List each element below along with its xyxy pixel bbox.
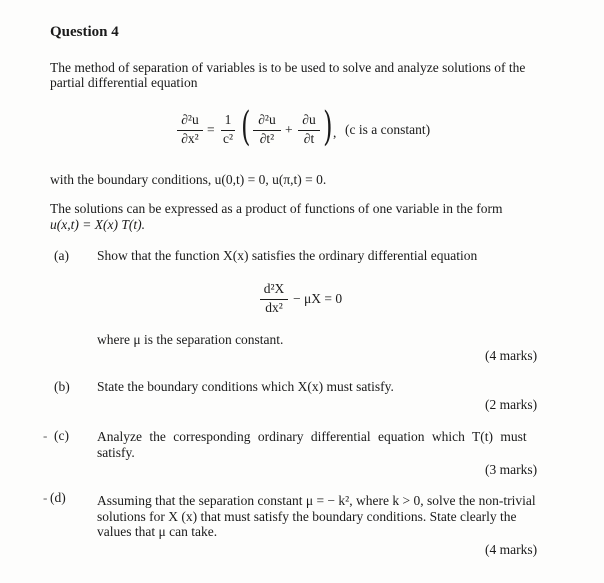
pde-open-paren: ( (241, 104, 251, 150)
ode-numerator: d²X (263, 281, 285, 296)
pde-term1-numerator: ∂²u (258, 112, 276, 127)
part-c-line-1: Analyze the corresponding ordinary differential equation which T(t) must (97, 429, 527, 444)
part-a-where: where μ is the separation constant. (97, 332, 284, 347)
boundary-conditions: with the boundary conditions, u(0,t) = 0, u(π,t) = 0. (50, 172, 327, 187)
part-d-line-3: values that μ can take. (97, 524, 218, 539)
part-b-marks: (2 marks) (485, 397, 538, 412)
pde-lhs-denominator: ∂x² (181, 131, 199, 146)
part-d-line-2: solutions for X (x) that must satisfy the boundary conditions. State clearly the (97, 509, 517, 524)
pde-term2-denominator: ∂t (303, 131, 315, 146)
solution-form-line-1: The solutions can be expressed as a product of functions of one variable in the form (50, 201, 503, 216)
pde-equals: = (207, 122, 215, 137)
part-d-pen-mark: - (43, 490, 48, 505)
pde-constant-note: (c is a constant) (345, 122, 431, 137)
part-c-line-2: satisfy. (97, 445, 135, 460)
part-a-marks: (4 marks) (485, 348, 538, 363)
part-a-label: (a) (54, 248, 69, 263)
part-d-line-1: Assuming that the separation constant μ = − k², where k > 0, solve the non-trivial (97, 493, 536, 508)
intro-line-1: The method of separation of variables is to be used to solve and analyze solutions of the (50, 60, 526, 75)
pde-coef-numerator: 1 (224, 112, 232, 127)
solution-form-line-2: u(x,t) = X(x) T(t). (50, 217, 145, 232)
part-c-label: (c) (54, 428, 69, 443)
part-c-pen-mark: - (43, 428, 48, 443)
part-d-label: (d) (50, 490, 66, 505)
part-b-label: (b) (54, 379, 70, 394)
part-b-text: State the boundary conditions which X(x) must satisfy. (97, 379, 394, 394)
pde-lhs-numerator: ∂²u (181, 112, 199, 127)
pde-term2-numerator: ∂u (302, 112, 316, 127)
part-a-text: Show that the function X(x) satisfies the ordinary differential equation (97, 248, 478, 263)
ode-denominator: dx² (265, 300, 283, 315)
pde-comma: , (333, 125, 337, 140)
pde-term1-denominator: ∂t² (259, 131, 275, 146)
question-title: Question 4 (50, 24, 119, 40)
part-c-marks: (3 marks) (485, 462, 538, 477)
ode-rest: − μX = 0 (293, 291, 343, 306)
intro-line-2: partial differential equation (50, 75, 198, 90)
pde-coef-denominator: c² (222, 131, 234, 146)
part-d-marks: (4 marks) (485, 542, 538, 557)
pde-plus: + (285, 122, 293, 137)
pde-close-paren: ) (323, 104, 333, 150)
